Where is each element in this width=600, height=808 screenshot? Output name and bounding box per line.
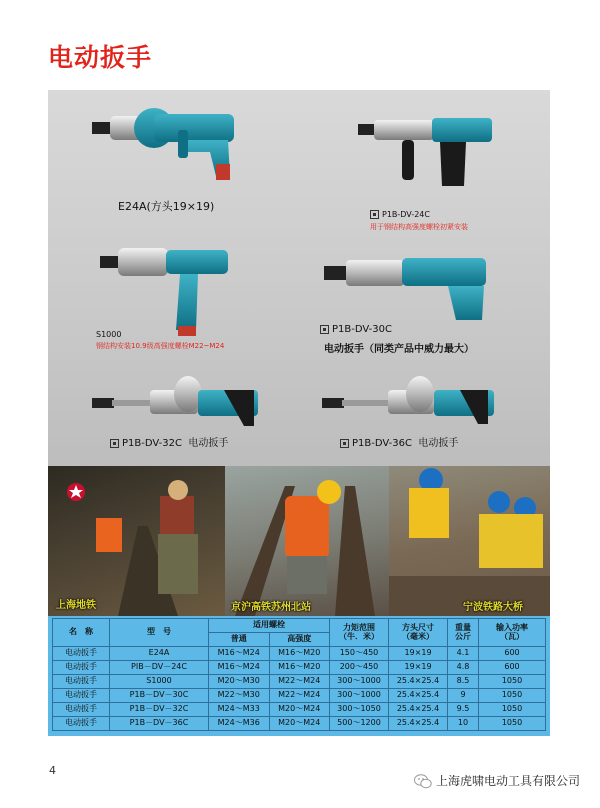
table-cell: 25.4×25.4 (389, 717, 448, 731)
table-cell: 600 (479, 661, 546, 675)
table-cell: 9.5 (448, 703, 479, 717)
table-cell: M22～M24 (269, 675, 330, 689)
table-row (53, 703, 546, 717)
product-label-e24a: E24A(方头19×19) (118, 200, 215, 213)
table-row (53, 661, 546, 675)
table-row (53, 647, 546, 661)
product-label-24c: P1B-DV-24C (370, 210, 430, 219)
header-model: 型 号 (110, 619, 209, 647)
product-label-s1000: S1000 (96, 330, 122, 339)
table-cell: 300～1000 (330, 675, 389, 689)
square-bullet-icon (370, 210, 379, 219)
bridge-workers-illustration (389, 466, 550, 616)
table-cell: P1B－DV－36C (110, 717, 209, 731)
product-note-30c: 电动扳手（同类产品中威力最大） (324, 344, 474, 355)
table-cell: M16～M24 (209, 661, 270, 675)
product-label-30c: P1B-DV-30C (320, 324, 392, 335)
header-weight: 重量 公斤 (448, 619, 479, 647)
table-cell: 150～450 (330, 647, 389, 661)
table-cell: 19×19 (389, 647, 448, 661)
footer-company: 上海虎啸电动工具有限公司 (435, 774, 580, 788)
table-cell: 电动扳手 (53, 703, 110, 717)
table-cell: 1050 (479, 689, 546, 703)
footer-brand (414, 772, 580, 789)
header-bolt-high: 高强度 (269, 633, 330, 647)
table-row (53, 675, 546, 689)
photo-railway-station (225, 466, 389, 616)
header-power: 输入功率 （瓦） (479, 619, 546, 647)
photo-caption: 宁波铁路大桥 (463, 602, 523, 613)
tool-32c-image (92, 376, 258, 426)
product-note-s1000: 钢结构安装10.9级高强度螺栓M22~M24 (96, 342, 225, 350)
table-cell: S1000 (110, 675, 209, 689)
table-cell: P1B－DV－32C (110, 703, 209, 717)
table-cell: PIB－DV－24C (110, 661, 209, 675)
table-cell: E24A (110, 647, 209, 661)
table-cell: 25.4×25.4 (389, 675, 448, 689)
table-cell: 10 (448, 717, 479, 731)
table-cell: 1050 (479, 675, 546, 689)
tool-30c-image (324, 258, 486, 320)
photo-caption: 上海地铁 (56, 600, 96, 611)
square-bullet-icon (320, 325, 329, 334)
spec-table-body (53, 647, 546, 731)
square-bullet-icon (340, 439, 349, 448)
header-name: 名 称 (53, 619, 110, 647)
table-cell: M20～M24 (269, 703, 330, 717)
table-cell: 19×19 (389, 661, 448, 675)
tool-36c-image (322, 376, 494, 424)
table-cell: M20～M30 (209, 675, 270, 689)
table-cell: 电动扳手 (53, 675, 110, 689)
header-bolt-normal: 普通 (209, 633, 270, 647)
table-cell: 600 (479, 647, 546, 661)
table-cell: 25.4×25.4 (389, 689, 448, 703)
table-cell: M22～M30 (209, 689, 270, 703)
product-label-32c: P1B-DV-32C 电动扳手 (110, 434, 228, 449)
tool-illustrations (48, 90, 550, 466)
rail-worker-illustration (225, 466, 389, 616)
spec-table-container (48, 616, 550, 736)
product-panel (48, 90, 550, 466)
product-note-24c: 用于钢结构高强度螺栓初紧安装 (370, 223, 468, 231)
table-cell: M22～M24 (269, 689, 330, 703)
table-cell: 4.1 (448, 647, 479, 661)
table-cell: P1B－DV－30C (110, 689, 209, 703)
table-cell: M20～M24 (269, 717, 330, 731)
metro-workers-illustration (48, 466, 225, 616)
table-cell: 1050 (479, 717, 546, 731)
table-cell: 300～1050 (330, 703, 389, 717)
photo-shanghai-metro (48, 466, 225, 616)
table-cell: 4.8 (448, 661, 479, 675)
table-cell: 1050 (479, 703, 546, 717)
tool-s1000-image (100, 248, 228, 336)
product-label-36c: P1B-DV-36C 电动扳手 (340, 434, 458, 449)
photo-bridge (389, 466, 550, 616)
table-cell: M16～M20 (269, 661, 330, 675)
header-bolt: 适用螺栓 (209, 619, 330, 633)
photo-caption: 京沪高铁苏州北站 (231, 602, 311, 613)
header-torque: 力矩范围 （牛．米） (330, 619, 389, 647)
table-cell: M24～M33 (209, 703, 270, 717)
table-cell: 25.4×25.4 (389, 703, 448, 717)
table-cell: M16～M24 (209, 647, 270, 661)
tool-24c-image (358, 118, 492, 186)
wechat-icon (414, 774, 432, 789)
spec-table (52, 618, 546, 731)
table-cell: 500～1200 (330, 717, 389, 731)
table-cell: 电动扳手 (53, 717, 110, 731)
table-cell: 电动扳手 (53, 647, 110, 661)
table-cell: 200～450 (330, 661, 389, 675)
table-cell: 9 (448, 689, 479, 703)
page-number: 4 (49, 764, 56, 777)
application-photos (48, 466, 550, 616)
table-cell: M16～M20 (269, 647, 330, 661)
table-row (53, 689, 546, 703)
header-square: 方头尺寸 （毫米） (389, 619, 448, 647)
table-cell: M24～M36 (209, 717, 270, 731)
table-cell: 300～1000 (330, 689, 389, 703)
page-title: 电动扳手 (48, 43, 153, 72)
tool-e24a-image (92, 108, 234, 180)
table-cell: 电动扳手 (53, 689, 110, 703)
square-bullet-icon (110, 439, 119, 448)
table-cell: 8.5 (448, 675, 479, 689)
table-cell: 电动扳手 (53, 661, 110, 675)
table-row (53, 717, 546, 731)
